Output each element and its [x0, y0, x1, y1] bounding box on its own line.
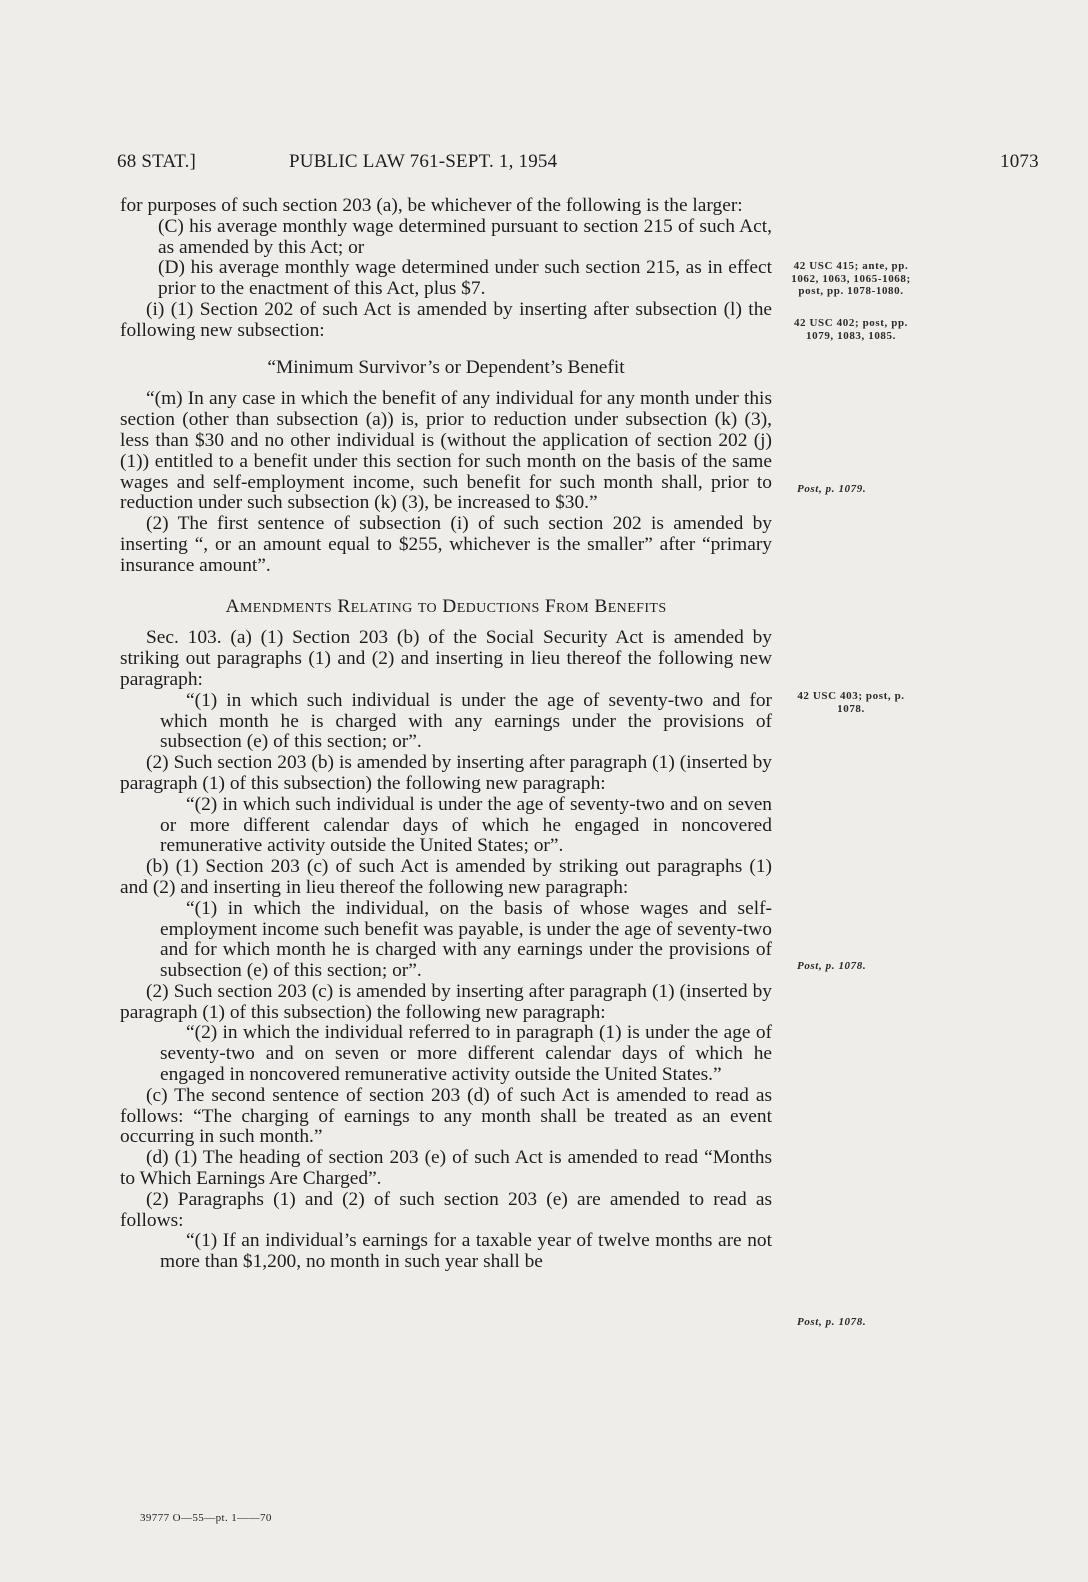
paragraph: (i) (1) Section 202 of such Act is amended by inserting after subsection (l) the following new subsection:: [120, 298, 772, 341]
section-heading: “Minimum Survivor’s or Dependent’s Benefit: [267, 356, 625, 378]
margin-note: Post, p. 1079.: [797, 483, 867, 495]
quoted-paragraph: “(1) If an individual’s earnings for a taxable year of twelve months are not more than $1,200, no month in such year shall be: [160, 1230, 772, 1273]
clause-c: (C) his average monthly wage determined pursuant to section 215 of such Act, as amended by this Act; or: [158, 215, 772, 258]
margin-note: Post, p. 1078.: [797, 960, 867, 972]
paragraph: (d) (1) The heading of section 203 (e) of such Act is amended to read “Months to Which Earnings Are Charged”.: [120, 1147, 772, 1190]
paragraph: (2) The first sentence of subsection (i) of such section 202 is amended by inserting “, or an amount equal to $255, whichever is the smaller” after “primary insurance amount”.: [120, 513, 772, 576]
footer-print-code: 39777 O—55—pt. 1——70: [140, 1512, 272, 1524]
header-volume: 68 STAT.]: [117, 151, 197, 172]
body-text: [120, 196, 772, 1273]
margin-note: Post, p. 1078.: [797, 1316, 867, 1328]
paragraph: (c) The second sentence of section 203 (d) of such Act is amended to read as follows: “The charging of earnings to any month shall be treated as an event occurring in such month.”: [120, 1084, 772, 1148]
quoted-paragraph: “(2) in which such individual is under the age of seventy-two and on seven or more different calendar days of which he engaged in noncovered remunerative activity outside the United States; or”.: [160, 793, 772, 857]
paragraph: (2) Such section 203 (c) is amended by inserting after paragraph (1) (inserted by paragraph (1) of this subsection) the following new paragraph:: [120, 980, 772, 1023]
clause-d: (D) his average monthly wage determined under such section 215, as in effect prior to the enactment of this Act, plus $7.: [158, 257, 772, 300]
quoted-paragraph: “(2) in which the individual referred to in paragraph (1) is under the age of seventy-two and on seven or more different calendar days of which he engaged in noncovered remunerative activity outside the United States.”: [160, 1022, 772, 1086]
paragraph: (2) Such section 203 (b) is amended by inserting after paragraph (1) (inserted by paragraph (1) of this subsection) the following new paragraph:: [120, 752, 772, 794]
header-page-number: 1073: [1000, 151, 1039, 172]
quoted-paragraph: “(1) in which such individual is under the age of seventy-two and for which month he is charged with any earnings under the provisions of subsection (e) of this section; or”.: [160, 689, 772, 753]
paragraph: Sec. 103. (a) (1) Section 203 (b) of the Social Security Act is amended by striking out paragraphs (1) and (2) and inserting in lieu thereof the following new paragraph:: [120, 627, 772, 690]
margin-note: 42 USC 402; post, pp. 1079, 1083, 1085.: [793, 317, 909, 342]
paragraph: “(m) In any case in which the benefit of any individual for any month under this section (other than subsection (a)) is, prior to reduction under subsection (k) (3), less than $30 and no other individual is (without the application of section 202 (j) (1)) entitled to a benefit under this section for such month on the basis of the same wages and self-employment income, such benefit for such month shall, prior to reduction under such subsection (k) (3), be increased to $30.”: [120, 388, 772, 514]
section-heading: Amendments Relating to Deductions From Benefits: [225, 595, 667, 617]
header-title: PUBLIC LAW 761-SEPT. 1, 1954: [289, 151, 558, 172]
paragraph: (2) Paragraphs (1) and (2) of such section 203 (e) are amended to read as follows:: [120, 1188, 772, 1231]
margin-note: 42 USC 415; ante, pp. 1062, 1063, 1065-1068; post, pp. 1078-1080.: [791, 260, 911, 297]
margin-note: 42 USC 403; post, p. 1078.: [797, 690, 905, 715]
quoted-paragraph: “(1) in which the individual, on the basis of whose wages and self-employment income such benefit was payable, is under the age of seventy-two and for which month he is charged with any earnings under the provisions of subsection (e) of this section; or”.: [160, 897, 772, 982]
paragraph: for purposes of such section 203 (a), be whichever of the following is the larger:: [120, 195, 743, 216]
paragraph: (b) (1) Section 203 (c) of such Act is amended by striking out paragraphs (1) and (2) and inserting in lieu thereof the following new paragraph:: [120, 856, 772, 898]
